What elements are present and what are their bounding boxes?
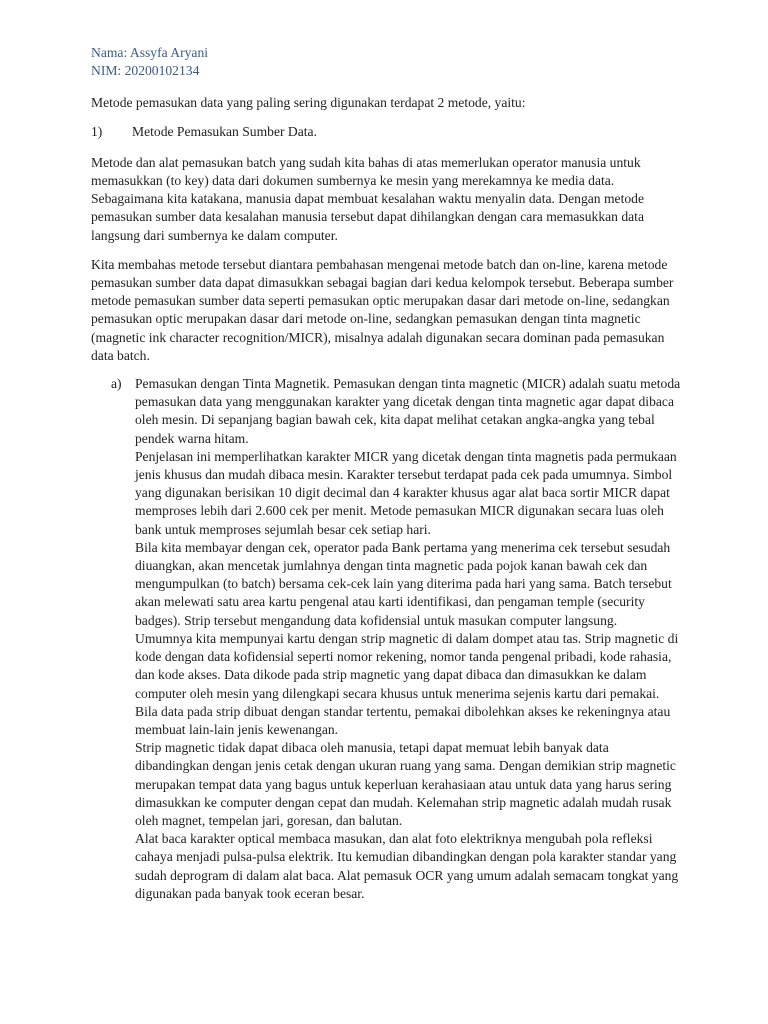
sub-paragraph-1: Pemasukan dengan Tinta Magnetik. Pemasukan dengan tinta magnetic (MICR) adalah suatu metoda pemasukan data yang menggunakan karakter yang dicetak dengan tinta magnetic agar dapat dibaca oleh mesin. Di sepanjang bagian bawah cek, kita dapat melihat cetakan angka-angka yang tebal pendek warna hitam.: [135, 376, 681, 446]
sub-paragraph-6: Alat baca karakter optical membaca masukan, dan alat foto elektriknya mengubah pola refleksi cahaya menjadi pulsa-pulsa elektrik. Itu kemudian dibandingkan dengan pola karakter standar yang sudah deprogram di dalam alat baca. Alat pemasuk OCR yang umum adalah semacam tongkat yang digunakan pada banyak took eceran besar.: [135, 831, 679, 901]
list-number: 1): [91, 123, 103, 139]
sub-paragraph-2: Penjelasan ini memperlihatkan karakter MICR yang dicetak dengan tinta magnetis pada permukaan jenis khusus dan mudah dibaca mesin. Karakter tersebut terdapat pada cek pada umumnya. Simbol yang digunakan berisikan 10 digit decimal dan 4 karakter khusus agar alat baca sortir MICR dapat memproses lebih dari 2.600 cek per menit. Metode pemasukan MICR digunakan secara luas oleh bank untuk memproses sejumlah besar cek setiap hari.: [135, 448, 677, 537]
author-name: Nama: Assyfa Aryani: [91, 45, 209, 60]
document-page: [91, 44, 681, 903]
sub-paragraph-4: Umumnya kita mempunyai kartu dengan strip magnetic di dalam dompet atau tas. Strip magnetic di kode dengan data kofidensial seperti nomor rekening, nomor tanda pengenal pribadi, kode rahasia, dan kode akses. Data dikode pada strip magnetic yang dapat dibaca dan dimasukkan ke dalam computer oleh mesin yang dilengkapi secara khusus untuk menerima sejenis kartu dari pemakai. Bila data pada strip dibuat dengan standar tertentu, pemakai dibolehkan akses ke rekeningnya atau membuat lain-lain jenis kewenangan.: [135, 630, 679, 737]
lettered-list-item: [91, 375, 681, 903]
student-id: NIM: 20200102134: [91, 63, 200, 79]
body-paragraph-2: Kita membahas metode tersebut diantara pembahasan mengenai metode batch dan on-line, karena metode pemasukan sumber data dapat dimasukkan sebagai bagian dari kedua kelompok tersebut. Beberapa sumber metode pemasukan sumber data seperti pemasukan optic merupakan dasar dari metode on-line, sedangkan pemasukan optic merupakan dasar dari metode on-line, sedangkan pemasukan dengan tinta magnetic (magnetic ink character recognition/MICR), misalnya adalah digunakan secara dominan pada pemasukan data batch.: [91, 256, 674, 363]
list-letter: a): [111, 376, 122, 392]
intro-paragraph: Metode pemasukan data yang paling sering digunakan terdapat 2 metode, yaitu:: [91, 95, 526, 111]
body-paragraph-1: Metode dan alat pemasukan batch yang sudah kita bahas di atas memerlukan operator manusia untuk memasukkan (to key) data dari dokumen sumbernya ke mesin yang merekamnya ke media data. Sebagaimana kita katakana, manusia dapat membuat kesalahan waktu menyalin data. Dengan metode pemasukan sumber data kesalahan manusia tersebut dapat dihilangkan dengan cara memasukkan data langsung dari sumbernya ke dalam computer.: [91, 154, 644, 243]
list-item-title: Metode Pemasukan Sumber Data.: [132, 123, 317, 139]
sub-paragraph-3: Bila kita membayar dengan cek, operator pada Bank pertama yang menerima cek tersebut sesudah diuangkan, akan mencetak jumlahnya dengan tinta magnetic pada pojok kanan bawah cek dan mengumpulkan (to batch) bersama cek-cek lain yang diterima pada hari yang sama. Batch tersebut akan melewati satu area kartu pengenal atau karti identifikasi, dan pengaman temple (security badges). Strip tersebut mengandung data kofidensial untuk masukan computer langsung.: [135, 539, 672, 628]
sub-paragraph-5: Strip magnetic tidak dapat dibaca oleh manusia, tetapi dapat memuat lebih banyak data dibandingkan dengan jenis cetak dengan ukuran ruang yang sama. Dengan demikian strip magnetic merupakan tempat data yang bagus untuk keperluan kerahasiaan atau untuk data yang harus sering dimasukkan ke computer dengan cepat dan mudah. Kelemahan strip magnetic adalah mudah rusak oleh magnet, tempelan jari, goresan, dan balutan.: [135, 740, 676, 828]
numbered-list-item: [91, 123, 681, 141]
